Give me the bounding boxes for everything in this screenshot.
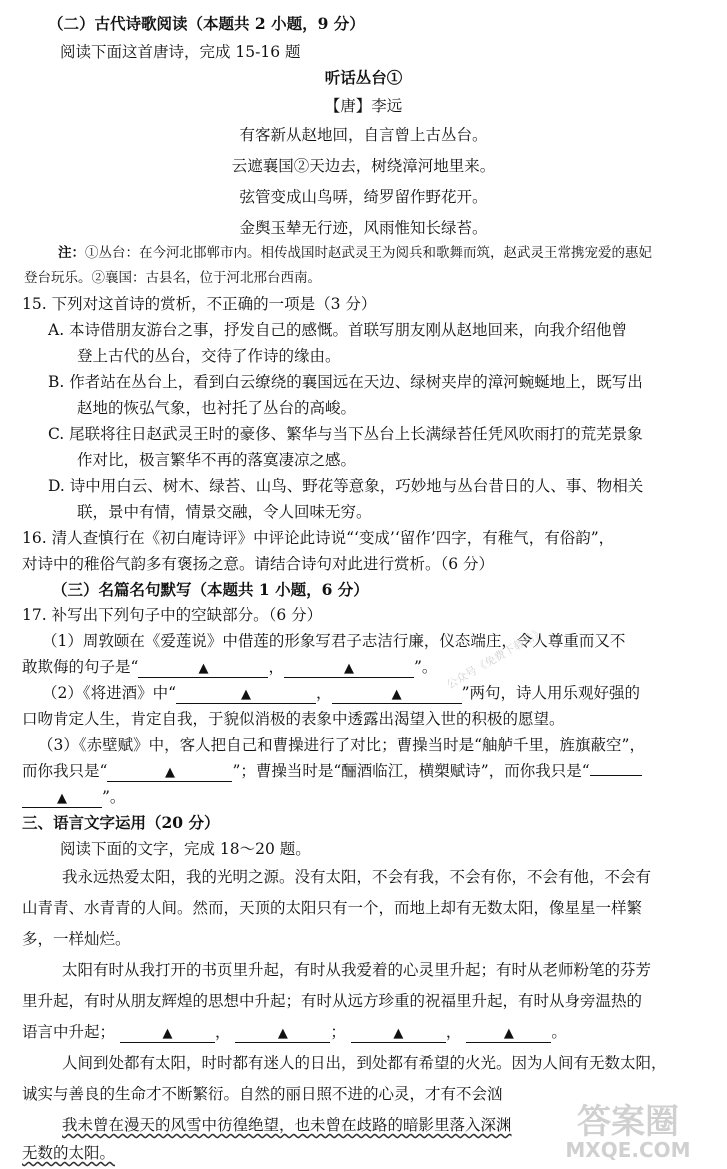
q17-part-1-line-2 bbox=[22, 657, 437, 678]
q17-part-1-line-1: （1）周敦颐在《爱莲说》中借莲的形象写君子志洁行廉，仪态端庄，令人尊重而又不 bbox=[42, 632, 626, 650]
answer-blank-8[interactable] bbox=[235, 1024, 330, 1043]
q17-part-3-middle: ”；曹操当时是“酾酒临江，横槊赋诗”，而你我只是“ bbox=[232, 762, 590, 780]
section-2-header: （二）古代诗歌阅读（本题共 2 小题，9 分） bbox=[48, 14, 365, 33]
q16-line-1: 16. 清人查慎行在《初白庵诗评》中评论此诗说“‘变成’‘留作’四字，有稚气，有俗韵”， bbox=[22, 529, 615, 547]
part-3-instruction: 阅读下面的文字，完成 18～20 题。 bbox=[60, 840, 311, 858]
paragraph-2-line-3: 语言中升起； ▲ ， ▲ ； ▲ ， ▲ 。 bbox=[22, 1023, 567, 1041]
q17-part-2-suffix: ”两句，诗人用乐观好强的 bbox=[461, 684, 640, 702]
blank-marker: ▲ bbox=[503, 1026, 514, 1041]
part-3-header: 三、语言文字运用（20 分） bbox=[22, 813, 220, 832]
paragraph-3-line-1: 人间到处都有太阳，时时都有迷人的日出，到处都有希望的火光。因为人间有无数太阳， bbox=[62, 1054, 667, 1072]
q17-part-1-prefix: 敢欺侮的句子是“ bbox=[22, 658, 139, 676]
poem-line-3: 弦管变成山鸟哢，绮罗留作野花开。 bbox=[239, 188, 488, 206]
note-line-2: 登台玩乐。②襄国：古县名，位于河北邢台西南。 bbox=[24, 270, 321, 286]
q17-part-2-line-2: 口吻肯定人生，肯定自我，于貌似消极的表象中透露出渴望入世的积极的愿望。 bbox=[22, 710, 565, 728]
paragraph-2-tail: 。 bbox=[551, 1023, 567, 1041]
watermark-text: 公众号《免费下载站》 bbox=[444, 625, 547, 692]
poem-line-1: 有客新从赵地回，自言曾上古丛台。 bbox=[239, 126, 488, 144]
poem-author: 【唐】李远 bbox=[324, 97, 403, 115]
logo-line-1: 答案圈 bbox=[577, 1102, 679, 1142]
note-line-1 bbox=[58, 243, 652, 263]
answer-blank-6b[interactable] bbox=[22, 789, 102, 808]
poem-line-4: 金舆玉辇无行迹，风雨惟知长绿苔。 bbox=[239, 219, 488, 237]
blank-marker: ▲ bbox=[164, 765, 175, 780]
answer-blank-3[interactable] bbox=[176, 685, 316, 704]
blank-marker: ▲ bbox=[241, 687, 252, 702]
paragraph-4-line-2: 无数的太阳。 bbox=[22, 1144, 116, 1162]
poem-line-2: 云遮襄国②天边去，树绕漳河地里来。 bbox=[231, 157, 496, 175]
q17-part-2-prefix: （2）《将进酒》中“ bbox=[42, 684, 177, 702]
paragraph-1-line-1: 我永远热爱太阳，我的光明之源。没有太阳，不会有我，不会有你，不会有他，不会有 bbox=[62, 868, 652, 886]
paragraph-2-line-3-text: 语言中升起； bbox=[22, 1023, 116, 1041]
q17-part-2-line-1 bbox=[42, 683, 640, 704]
blank-marker: ▲ bbox=[343, 661, 354, 676]
paragraph-4-line-1: 我未曾在漫天的风雪中彷徨绝望，也未曾在歧路的暗影里落入深渊 bbox=[62, 1116, 512, 1134]
answer-blank-6a[interactable] bbox=[590, 775, 642, 776]
q17-part-1-separator: ， bbox=[268, 658, 284, 676]
paragraph-3-line-2: 诚实与善良的生命才不断繁衍。自然的丽日照不进的心灵，才有不会汹 bbox=[22, 1085, 503, 1103]
paragraph-1-line-2: 山青青、水青青的人间。然而，天顶的太阳只有一个，而地上却有无数太阳，像星星一样繁 bbox=[22, 899, 643, 917]
q17-part-3-end: ”。 bbox=[102, 788, 126, 806]
q15-option-d-line-2: 联，景中有情，情景交融，令人回味无穷。 bbox=[77, 503, 372, 521]
blank-marker: ▲ bbox=[391, 687, 402, 702]
answer-blank-4[interactable] bbox=[332, 685, 462, 704]
q17-part-2-separator: ， bbox=[316, 684, 332, 702]
site-logo bbox=[543, 1093, 713, 1163]
blank-marker: ▲ bbox=[393, 1026, 404, 1041]
paragraph-2-line-1: 太阳有时从我打开的书页里升起，有时从我爱着的心灵里升起；有时从老师粉笔的芬芳 bbox=[62, 961, 652, 979]
answer-blank-7[interactable] bbox=[120, 1024, 215, 1043]
answer-blank-2[interactable] bbox=[284, 659, 414, 678]
answer-blank-9[interactable] bbox=[351, 1024, 446, 1043]
q17-part-3-line-1: （3）《赤壁赋》中，客人把自己和曹操进行了对比；曹操当时是“舳舻千里，旌旗蔽空”， bbox=[38, 736, 645, 754]
q15-option-d-line-1: D. 诗中用白云、树木、绿苔、山鸟、野花等意象，巧妙地与丛台昔日的人、事、物相关 bbox=[48, 477, 644, 495]
q17-part-3-prefix: 而你我只是“ bbox=[22, 762, 108, 780]
answer-blank-1[interactable] bbox=[138, 659, 268, 678]
blank-marker: ▲ bbox=[162, 1026, 173, 1041]
section-3-header: （三）名篇名句默写（本题共 1 小题，6 分） bbox=[52, 580, 369, 599]
blank-marker: ▲ bbox=[198, 661, 209, 676]
q15-stem: 15. 下列对这首诗的赏析，不正确的一项是（3 分） bbox=[22, 295, 377, 313]
logo-line-2: MXQE.COM bbox=[565, 1138, 691, 1162]
answer-blank-5[interactable] bbox=[107, 763, 232, 782]
section-2-instruction: 阅读下面这首唐诗，完成 15-16 题 bbox=[60, 43, 301, 61]
q16-line-2: 对诗中的稚俗气韵多有褒扬之意。请结合诗句对此进行赏析。（6 分） bbox=[22, 555, 495, 573]
q17-part-3-line-2 bbox=[22, 761, 642, 782]
answer-blank-10[interactable] bbox=[466, 1024, 551, 1043]
q15-option-c-line-2: 作对比，极言繁华不再的落寞凄凉之感。 bbox=[77, 451, 357, 469]
blank-marker: ▲ bbox=[57, 791, 67, 806]
q15-option-b-line-2: 赵地的恢弘气象，也衬托了丛台的高峻。 bbox=[77, 399, 357, 417]
blank-marker: ▲ bbox=[277, 1026, 288, 1041]
q15-option-a-line-2: 登上古代的丛台，交待了作诗的缘由。 bbox=[77, 347, 341, 365]
q17-part-3-line-3 bbox=[22, 787, 125, 808]
q17-stem: 17. 补写出下列句子中的空缺部分。（6 分） bbox=[22, 606, 323, 624]
note-label: 注： bbox=[58, 245, 85, 261]
note-text-1: ①丛台：在今河北邯郸市内。相传战国时赵武灵王为阅兵和歌舞而筑，赵武灵王常携宠爱的惠妃 bbox=[85, 245, 652, 261]
q15-option-b-line-1: B. 作者站在丛台上，看到白云缭绕的襄国远在天边、绿树夹岸的漳河蜿蜒地上，既写出 bbox=[48, 373, 643, 391]
q15-option-c-line-1: C. 尾联将往日赵武灵王时的豪侈、繁华与当下丛台上长满绿苔任凭风吹雨打的荒芜景象 bbox=[48, 425, 643, 443]
paragraph-1-line-3: 多，一样灿烂。 bbox=[22, 930, 131, 948]
q17-part-1-end: ”。 bbox=[413, 658, 438, 676]
paragraph-2-line-2: 里升起，有时从朋友辉煌的思想中升起；有时从远方珍重的祝福里升起，有时从身旁温热的 bbox=[22, 992, 643, 1010]
q15-option-a-line-1: A. 本诗借朋友游台之事，抒发自己的感慨。首联写朋友刚从赵地回来，向我介绍他曾 bbox=[48, 321, 628, 339]
poem-title: 听话丛台① bbox=[324, 68, 403, 87]
